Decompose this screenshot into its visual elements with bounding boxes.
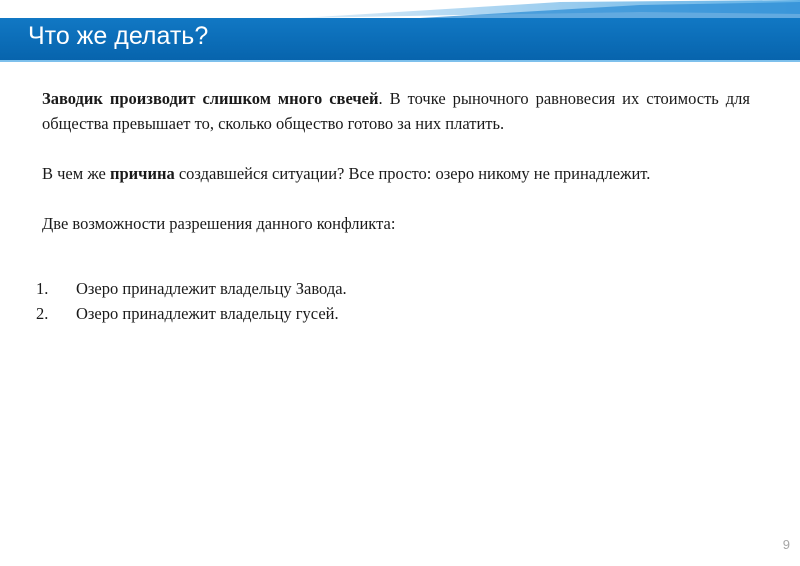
spacer — [42, 136, 750, 161]
list-item-number: 1. — [36, 279, 49, 298]
list-item-text: Озеро принадлежит владельцу гусей. — [76, 304, 339, 323]
header-accent-line — [0, 60, 800, 62]
paragraph-1-text: . В точке рыночного равновесия их стоимость для общества превышает то, сколько общество готово за них платить. — [42, 89, 750, 133]
list-item — [0, 301, 800, 326]
paragraph-2-bold: причина — [109, 164, 175, 183]
list-item — [0, 276, 800, 301]
paragraph-2-start: В чем же — [42, 164, 110, 183]
paragraph-1-bold: Заводик производит слишком много свечей — [42, 89, 379, 108]
list-item-text: Озеро принадлежит владельцу Завода. — [76, 279, 347, 298]
slide-body — [42, 86, 750, 236]
options-list — [0, 276, 800, 326]
paragraph-3: Две возможности разрешения данного конфликта: — [42, 214, 396, 233]
page-number: 9 — [782, 537, 790, 552]
slide-title: Что же делать? — [28, 22, 209, 50]
paragraph-2 — [42, 161, 750, 186]
list-item-number: 2. — [36, 304, 49, 323]
spacer — [42, 186, 750, 211]
paragraph-2-text: создавшейся ситуации? Все просто: озеро никому не принадлежит. — [174, 164, 651, 183]
paragraph-1 — [42, 86, 750, 136]
